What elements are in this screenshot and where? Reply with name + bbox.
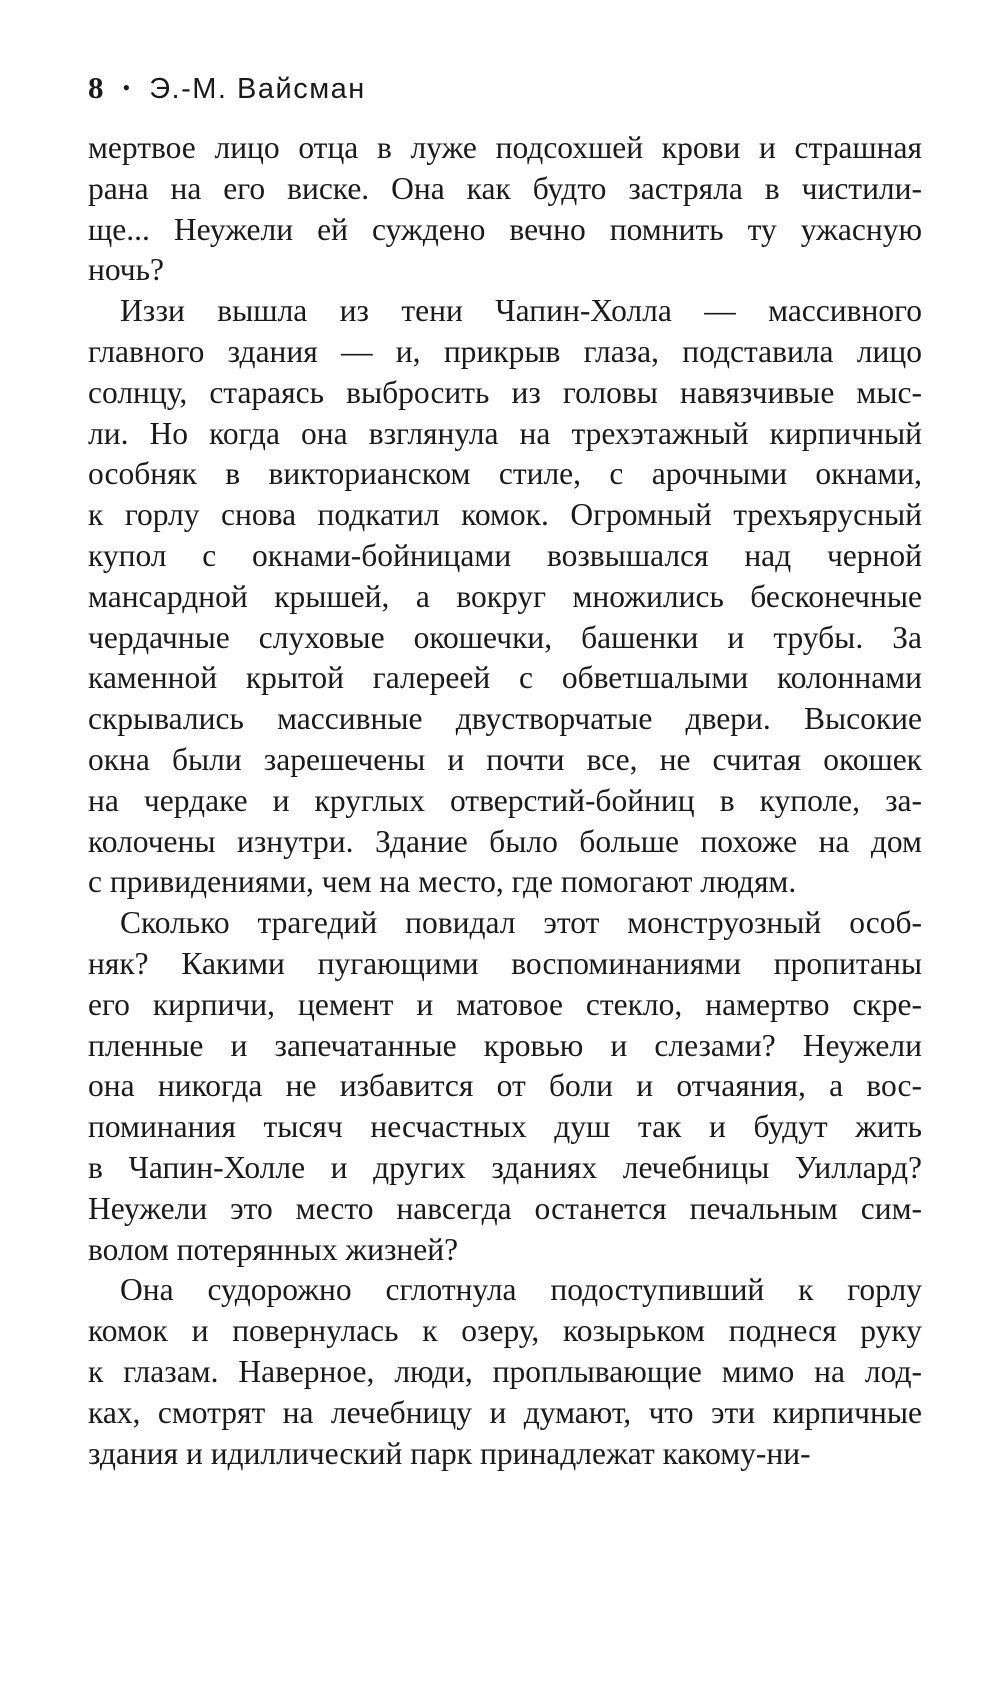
text-line: ще... Неужели ей суждено вечно помнить ту ужасную <box>88 211 922 247</box>
text-line: на чердаке и круглых отверстий-бойниц в куполе, за- <box>88 782 922 818</box>
text-line: главного здания — и, прикрыв глаза, подставила лицо <box>88 333 922 369</box>
paragraph <box>88 291 922 903</box>
text-line: Иззи вышла из тени Чапин-Холла — массивного <box>120 293 922 329</box>
text-line: мансардной крышей, а вокруг множились бесконечные <box>88 578 922 614</box>
text-line: она никогда не избавится от боли и отчаяния, а вос- <box>88 1068 922 1104</box>
paragraph <box>88 1270 922 1474</box>
text-line: рана на его виске. Она как будто застряла в чистили- <box>88 170 922 206</box>
header-separator: • <box>122 75 132 100</box>
paragraph <box>88 903 922 1270</box>
text-line: здания и идиллический парк принадлежат какому-ни- <box>88 1435 811 1471</box>
text-line: с привидениями, чем на место, где помогают людям. <box>88 864 797 900</box>
author-name: Э.-М. Вайсман <box>149 73 366 105</box>
text-line: ночь? <box>88 252 164 288</box>
text-line: Неужели это место навсегда останется печальным сим- <box>88 1190 922 1226</box>
text-line: волом потерянных жизней? <box>88 1231 459 1267</box>
text-line: чердачные слуховые окошечки, башенки и трубы. За <box>88 619 922 655</box>
running-header <box>88 70 366 116</box>
text-line: няк? Какими пугающими воспоминаниями пропитаны <box>88 945 922 981</box>
paragraph <box>88 128 922 291</box>
text-line: Сколько трагедий повидал этот монструозный особ- <box>120 905 922 941</box>
text-line: мертвое лицо отца в луже подсохшей крови и страшная <box>88 130 922 165</box>
text-line: к горлу снова подкатил комок. Огромный трехъярусный <box>88 497 922 533</box>
text-line: ках, смотрят на лечебницу и думают, что эти кирпичные <box>88 1394 922 1430</box>
text-line: пленные и запечатанные кровью и слезами? Неужели <box>88 1027 922 1063</box>
text-line: каменной крытой галереей с обветшалыми колоннами <box>88 660 922 696</box>
text-line: скрывались массивные двустворчатые двери. Высокие <box>88 701 922 737</box>
text-line: окна были зарешечены и почти все, не считая окошек <box>88 741 922 777</box>
text-line: к глазам. Наверное, люди, проплывающие мимо на лод- <box>88 1353 922 1389</box>
text-line: купол с окнами-бойницами возвышался над черной <box>88 537 922 573</box>
text-line: Она судорожно сглотнула подоступивший к горлу <box>120 1272 922 1308</box>
text-line: его кирпичи, цемент и матовое стекло, намертво скре- <box>88 986 922 1022</box>
text-line: комок и повернулась к озеру, козырьком поднеся руку <box>88 1313 922 1349</box>
text-line: ли. Но когда она взглянула на трехэтажный кирпичный <box>88 415 922 451</box>
text-line: поминания тысяч несчастных душ так и будут жить <box>88 1109 922 1145</box>
page-number: 8 <box>88 70 105 105</box>
text-body <box>88 128 922 1474</box>
text-line: в Чапин-Холле и других зданиях лечебницы Уиллард? <box>88 1149 922 1185</box>
text-line: солнцу, стараясь выбросить из головы навязчивые мыс- <box>88 374 922 410</box>
text-line: особняк в викторианском стиле, с арочными окнами, <box>88 456 922 492</box>
text-line: колочены изнутри. Здание было больше похоже на дом <box>88 823 922 859</box>
